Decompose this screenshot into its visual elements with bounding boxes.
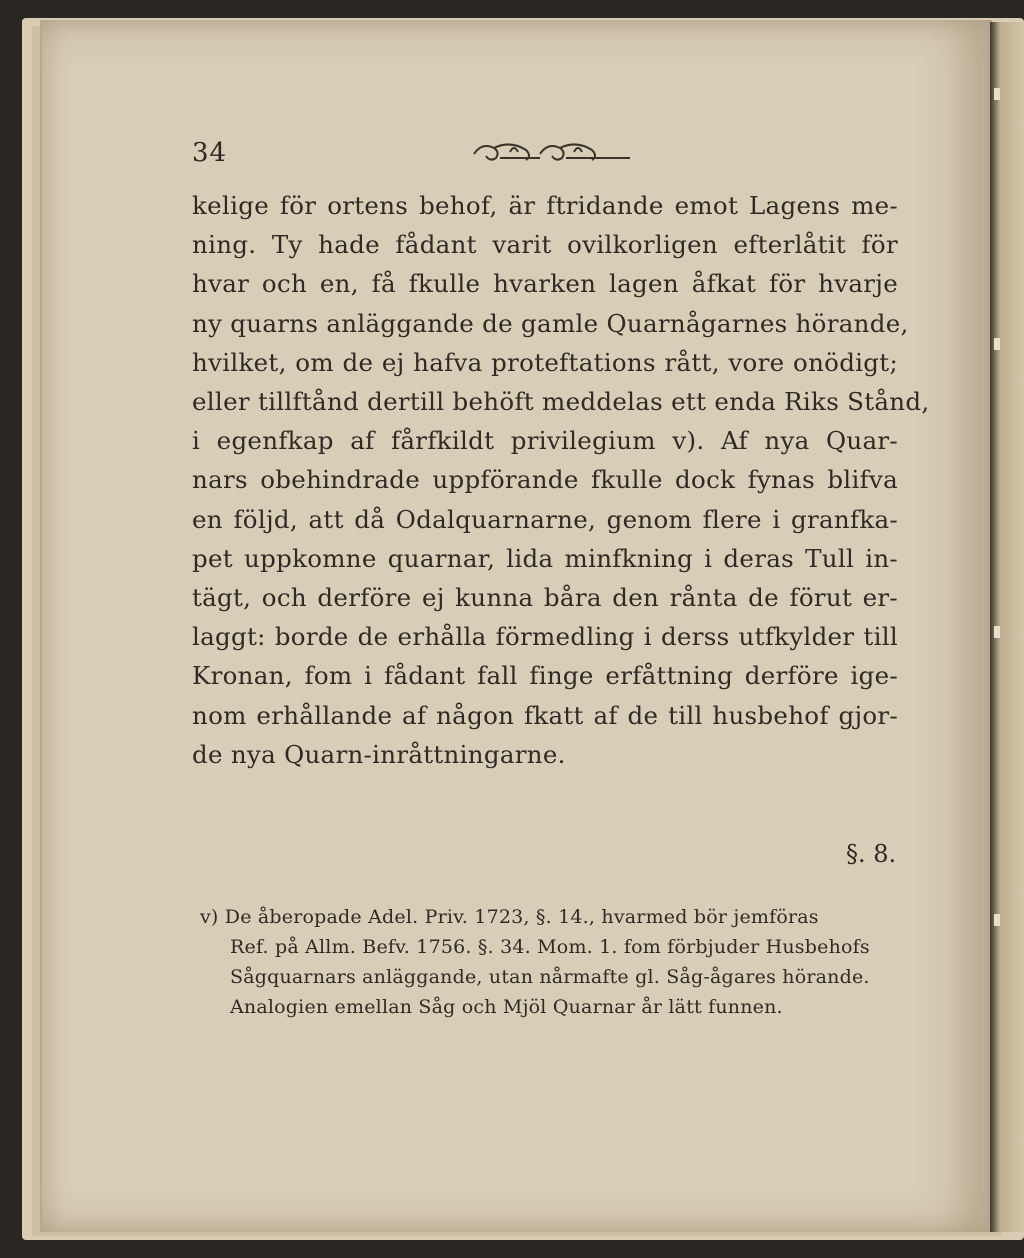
page-edge-mark <box>994 88 1000 100</box>
text-line: nom erhållande af någon fkatt af de till husbehof gjor- <box>192 700 898 730</box>
text-line: Kronan, fom i fådant fall finge erfåttning derföre ige- <box>192 661 898 691</box>
text-line: i egenfkap af fårfkildt privilegium v). Af nya Quar- <box>192 426 898 456</box>
text-line: hvilket, om de ej hafva proteftations rått, vore onödigt; <box>192 347 898 377</box>
page-edge-mark <box>994 338 1000 350</box>
text-line: laggt: borde de erhålla förmedling i derss utfkylder till <box>192 622 898 652</box>
footnote-line: Sågquarnars anläggande, utan nårmafte gl. Såg-ågares hörande. <box>230 966 870 988</box>
text-line: de nya Quarn-inråttningarne. <box>192 739 566 769</box>
text-line: tägt, och derföre ej kunna båra den rånta de förut er- <box>192 583 898 613</box>
page-edge-mark <box>994 626 1000 638</box>
footnote-line: Analogien emellan Såg och Mjöl Quarnar år lätt funnen. <box>230 996 783 1018</box>
page-number: 34 <box>192 138 228 168</box>
text-line: kelige för ortens behof, är ftridande emot Lagens me- <box>192 191 898 220</box>
text-line: nars obehindrade uppförande fkulle dock fynas blifva <box>192 465 898 495</box>
next-section-mark: §. 8. <box>846 840 897 868</box>
ornament-icon <box>470 136 635 164</box>
page-edge-mark <box>994 914 1000 926</box>
text-line: hvar och en, få fkulle hvarken lagen åfkat för hvarje <box>192 269 898 299</box>
footnote-line: Ref. på Allm. Befv. 1756. §. 34. Mom. 1. fom förbjuder Husbehofs <box>230 936 870 958</box>
main-text <box>192 186 930 774</box>
footnote <box>200 902 890 1022</box>
text-line: eller tillftånd dertill behöft meddelas ett enda Riks Stånd, <box>192 387 930 417</box>
page-edge <box>40 20 42 1232</box>
text-line: ning. Ty hade fådant varit ovilkorligen efterlåtit för <box>192 230 898 260</box>
text-line: pet uppkomne quarnar, lida minfkning i deras Tull in- <box>192 543 898 573</box>
text-line: en följd, att då Odalquarnarne, genom flere i granfka- <box>192 504 898 534</box>
text-line: ny quarns anläggande de gamle Quarnågarnes hörande, <box>192 308 909 338</box>
footnote-line: v) De åberopade Adel. Priv. 1723, §. 14., hvarmed bör jemföras <box>200 906 819 928</box>
